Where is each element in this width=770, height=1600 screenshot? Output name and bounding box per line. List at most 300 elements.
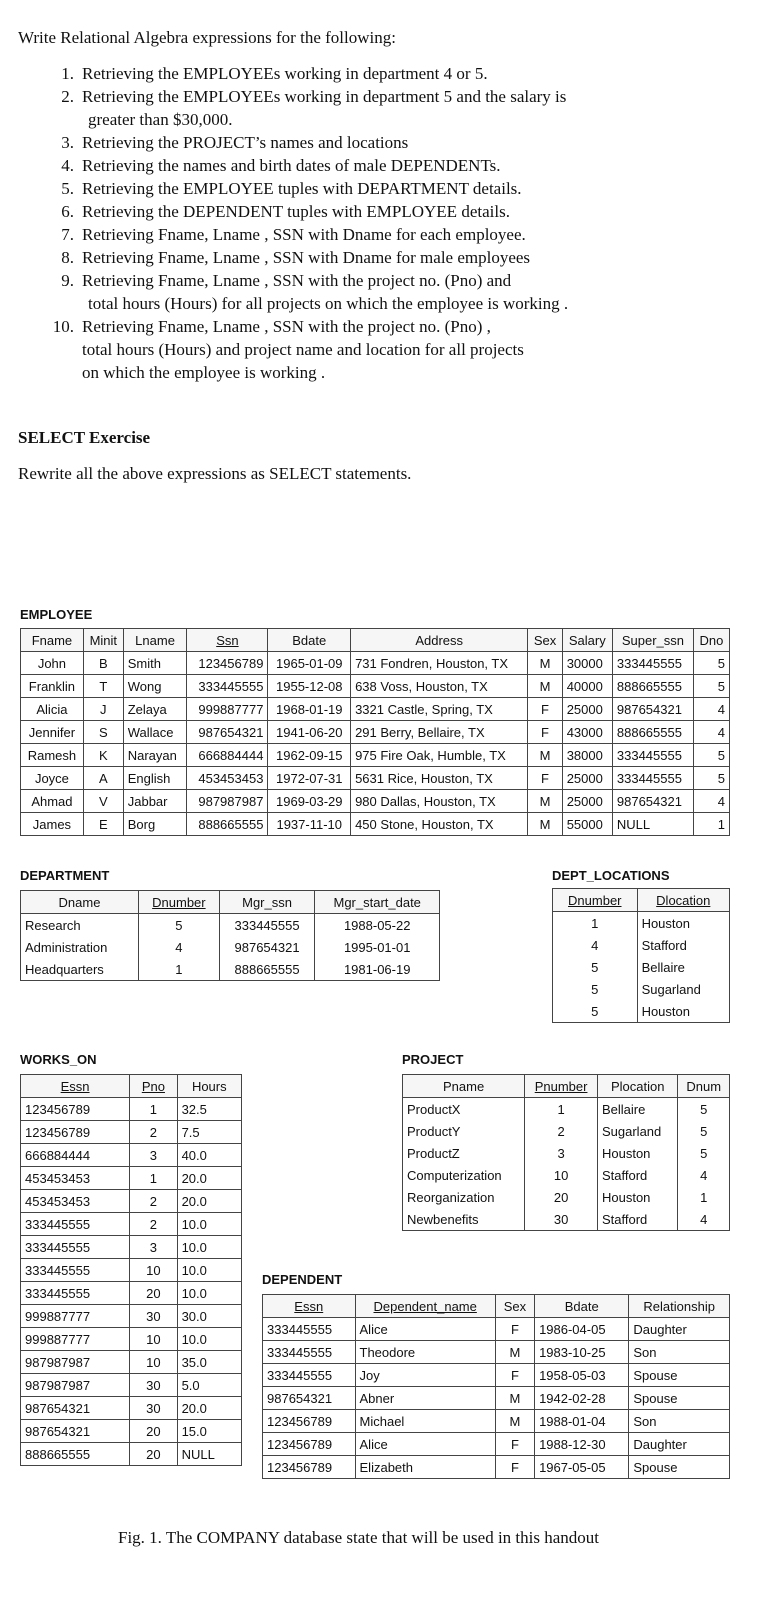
question-item	[18, 177, 758, 200]
table-cell: Research	[21, 914, 139, 937]
table-row	[21, 1305, 242, 1328]
column-header: Pnumber	[525, 1075, 598, 1098]
column-header: Sex	[495, 1295, 534, 1318]
table-cell: 5631 Rice, Houston, TX	[351, 767, 528, 790]
table-row	[263, 1341, 730, 1364]
table-row	[21, 744, 730, 767]
question-text: Retrieving the EMPLOYEEs working in department 4 or 5.	[82, 64, 488, 83]
table-cell: Theodore	[355, 1341, 495, 1364]
table-cell: 123456789	[263, 1410, 356, 1433]
question-number: 5.	[61, 179, 74, 198]
question-number: 10.	[52, 317, 74, 336]
table-row	[553, 978, 730, 1000]
table-cell: 987987987	[187, 790, 268, 813]
table-cell: Sugarland	[637, 978, 729, 1000]
table-cell: K	[83, 744, 123, 767]
table-cell: Abner	[355, 1387, 495, 1410]
table-cell: 987987987	[21, 1351, 130, 1374]
table-cell: 10.0	[177, 1213, 241, 1236]
table-cell: 453453453	[21, 1167, 130, 1190]
table-cell: NULL	[612, 813, 693, 836]
column-header: Dnumber	[553, 889, 638, 912]
question-item	[18, 246, 758, 269]
table-cell: 333445555	[187, 675, 268, 698]
table-cell: 123456789	[263, 1456, 356, 1479]
table-row	[21, 1167, 242, 1190]
table-cell: 888665555	[219, 958, 315, 981]
table-cell: 1	[553, 912, 638, 935]
question-item	[18, 223, 758, 246]
column-header: Sex	[528, 629, 562, 652]
table-row	[263, 1387, 730, 1410]
table-cell: V	[83, 790, 123, 813]
table-cell: 1995-01-01	[315, 936, 440, 958]
table-cell: Bellaire	[597, 1098, 677, 1121]
table-cell: 1969-03-29	[268, 790, 351, 813]
table-cell: 10	[130, 1351, 177, 1374]
question-item	[18, 269, 758, 292]
table-cell: 453453453	[21, 1190, 130, 1213]
question-text: Retrieving Fname, Lname , SSN with the project no. (Pno) ,	[82, 317, 491, 336]
table-cell: 5	[678, 1142, 730, 1164]
question-text: on which the employee is working .	[82, 363, 326, 382]
table-cell: 4	[678, 1164, 730, 1186]
table-cell: S	[83, 721, 123, 744]
question-text: greater than $30,000.	[88, 110, 233, 129]
table-cell: 987654321	[187, 721, 268, 744]
table-cell: 5	[553, 956, 638, 978]
table-cell: Daughter	[629, 1433, 730, 1456]
table-cell: 1	[130, 1167, 177, 1190]
table-cell: Son	[629, 1341, 730, 1364]
question-item-continuation	[18, 108, 758, 131]
table-cell: 888665555	[612, 675, 693, 698]
table-row	[403, 1186, 730, 1208]
question-number: 4.	[61, 156, 74, 175]
table-cell: 987654321	[21, 1420, 130, 1443]
question-number: 1.	[61, 64, 74, 83]
table-cell: A	[83, 767, 123, 790]
column-header: Dlocation	[637, 889, 729, 912]
question-item	[18, 85, 758, 108]
table-cell: 25000	[562, 790, 612, 813]
table-cell: 20	[130, 1443, 177, 1466]
table-cell: 10.0	[177, 1282, 241, 1305]
table-header-row	[21, 1075, 242, 1098]
table-cell: 4	[678, 1208, 730, 1231]
table-cell: 20.0	[177, 1397, 241, 1420]
table-cell: Houston	[637, 912, 729, 935]
works-on-table	[20, 1074, 242, 1466]
table-cell: M	[528, 675, 562, 698]
table-cell: Jabbar	[123, 790, 187, 813]
table-cell: 980 Dallas, Houston, TX	[351, 790, 528, 813]
table-cell: 2	[130, 1121, 177, 1144]
table-cell: Sugarland	[597, 1120, 677, 1142]
table-cell: M	[528, 813, 562, 836]
table-cell: 10	[130, 1328, 177, 1351]
table-cell: 10	[525, 1164, 598, 1186]
table-cell: Headquarters	[21, 958, 139, 981]
table-cell: 1	[139, 958, 220, 981]
table-cell: 4	[553, 934, 638, 956]
table-row	[403, 1098, 730, 1121]
table-header-row	[403, 1075, 730, 1098]
table-cell: 20	[130, 1282, 177, 1305]
table-cell: 20	[130, 1420, 177, 1443]
table-cell: 5	[139, 914, 220, 937]
table-row	[553, 1000, 730, 1023]
table-cell: M	[495, 1341, 534, 1364]
table-cell: 3321 Castle, Spring, TX	[351, 698, 528, 721]
table-cell: 5	[693, 675, 729, 698]
column-header: Essn	[263, 1295, 356, 1318]
table-cell: 40000	[562, 675, 612, 698]
table-cell: 1942-02-28	[535, 1387, 629, 1410]
column-header: Fname	[21, 629, 84, 652]
table-row	[263, 1456, 730, 1479]
column-header: Dependent_name	[355, 1295, 495, 1318]
table-cell: 2	[525, 1120, 598, 1142]
table-cell: 5.0	[177, 1374, 241, 1397]
column-header: Mgr_start_date	[315, 891, 440, 914]
table-header-row	[21, 629, 730, 652]
table-row	[403, 1164, 730, 1186]
table-row	[21, 1121, 242, 1144]
table-row	[21, 813, 730, 836]
table-cell: ProductY	[403, 1120, 525, 1142]
table-row	[21, 1213, 242, 1236]
table-cell: 30	[130, 1397, 177, 1420]
table-cell: 30000	[562, 652, 612, 675]
table-cell: 666884444	[187, 744, 268, 767]
column-header: Dno	[693, 629, 729, 652]
table-cell: 333445555	[21, 1236, 130, 1259]
table-cell: 30.0	[177, 1305, 241, 1328]
table-cell: M	[495, 1410, 534, 1433]
table-cell: Spouse	[629, 1456, 730, 1479]
table-cell: Elizabeth	[355, 1456, 495, 1479]
table-cell: 5	[678, 1120, 730, 1142]
table-cell: 888665555	[187, 813, 268, 836]
column-header: Lname	[123, 629, 187, 652]
question-item	[18, 315, 758, 338]
project-table-title: PROJECT	[402, 1052, 464, 1067]
table-cell: 1	[678, 1186, 730, 1208]
table-cell: F	[495, 1318, 534, 1341]
table-cell: 987987987	[21, 1374, 130, 1397]
table-cell: Michael	[355, 1410, 495, 1433]
question-item-continuation	[18, 361, 758, 384]
table-cell: 3	[525, 1142, 598, 1164]
table-cell: 333445555	[21, 1282, 130, 1305]
table-cell: 4	[693, 698, 729, 721]
table-cell: 40.0	[177, 1144, 241, 1167]
table-cell: 999887777	[187, 698, 268, 721]
table-cell: Alice	[355, 1433, 495, 1456]
table-row	[553, 956, 730, 978]
table-cell: 4	[693, 790, 729, 813]
column-header: Relationship	[629, 1295, 730, 1318]
table-cell: 38000	[562, 744, 612, 767]
table-cell: Ramesh	[21, 744, 84, 767]
table-cell: F	[495, 1364, 534, 1387]
table-cell: M	[495, 1387, 534, 1410]
table-cell: 10.0	[177, 1259, 241, 1282]
table-cell: 333445555	[612, 652, 693, 675]
question-text: total hours (Hours) and project name and location for all projects	[82, 340, 524, 359]
table-row	[21, 790, 730, 813]
table-row	[21, 1328, 242, 1351]
table-cell: 987654321	[612, 790, 693, 813]
table-cell: 1937-11-10	[268, 813, 351, 836]
table-cell: Son	[629, 1410, 730, 1433]
table-row	[21, 698, 730, 721]
instructions-heading: Write Relational Algebra expressions for the following:	[18, 28, 396, 47]
table-row	[21, 721, 730, 744]
table-cell: F	[528, 698, 562, 721]
table-cell: 5	[693, 652, 729, 675]
table-cell: 731 Fondren, Houston, TX	[351, 652, 528, 675]
table-cell: 1	[130, 1098, 177, 1121]
table-cell: 30	[130, 1374, 177, 1397]
table-cell: 43000	[562, 721, 612, 744]
table-cell: 1941-06-20	[268, 721, 351, 744]
table-cell: F	[495, 1456, 534, 1479]
table-cell: English	[123, 767, 187, 790]
table-cell: 1967-05-05	[535, 1456, 629, 1479]
table-cell: 987654321	[219, 936, 315, 958]
table-cell: 1983-10-25	[535, 1341, 629, 1364]
table-row	[21, 675, 730, 698]
table-cell: 450 Stone, Houston, TX	[351, 813, 528, 836]
table-cell: E	[83, 813, 123, 836]
question-text: total hours (Hours) for all projects on which the employee is working .	[88, 294, 569, 313]
table-cell: 5	[693, 767, 729, 790]
table-row	[21, 1259, 242, 1282]
question-item	[18, 200, 758, 223]
column-header: Bdate	[535, 1295, 629, 1318]
table-cell: 20	[525, 1186, 598, 1208]
table-cell: Administration	[21, 936, 139, 958]
table-cell: Ahmad	[21, 790, 84, 813]
table-header-row	[263, 1295, 730, 1318]
table-cell: 32.5	[177, 1098, 241, 1121]
question-number: 2.	[61, 87, 74, 106]
table-cell: Narayan	[123, 744, 187, 767]
table-cell: James	[21, 813, 84, 836]
dependent-table-title: DEPENDENT	[262, 1272, 343, 1287]
table-row	[21, 1236, 242, 1259]
table-cell: Bellaire	[637, 956, 729, 978]
question-number: 3.	[61, 133, 74, 152]
table-cell: Newbenefits	[403, 1208, 525, 1231]
table-cell: 333445555	[219, 914, 315, 937]
department-table	[20, 890, 440, 981]
dept-locations-table-title: DEPT_LOCATIONS	[552, 868, 670, 883]
table-cell: 10	[130, 1259, 177, 1282]
table-cell: 1965-01-09	[268, 652, 351, 675]
table-cell: Computerization	[403, 1164, 525, 1186]
question-number: 9.	[61, 271, 74, 290]
table-cell: 123456789	[21, 1121, 130, 1144]
table-cell: Joyce	[21, 767, 84, 790]
column-header: Bdate	[268, 629, 351, 652]
table-cell: 1972-07-31	[268, 767, 351, 790]
question-text: Retrieving the PROJECT’s names and locations	[82, 133, 409, 152]
table-cell: 1	[525, 1098, 598, 1121]
question-text: Retrieving Fname, Lname , SSN with the project no. (Pno) and	[82, 271, 512, 290]
table-cell: 1968-01-19	[268, 698, 351, 721]
table-cell: 55000	[562, 813, 612, 836]
table-cell: 999887777	[21, 1305, 130, 1328]
table-row	[403, 1120, 730, 1142]
table-row	[403, 1208, 730, 1231]
table-cell: ProductX	[403, 1098, 525, 1121]
table-cell: 123456789	[21, 1098, 130, 1121]
column-header: Super_ssn	[612, 629, 693, 652]
table-row	[553, 934, 730, 956]
table-cell: 333445555	[21, 1213, 130, 1236]
table-row	[21, 767, 730, 790]
question-item-continuation	[18, 338, 758, 361]
table-cell: 888665555	[21, 1443, 130, 1466]
question-number: 7.	[61, 225, 74, 244]
dependent-table	[262, 1294, 730, 1479]
table-cell: 987654321	[263, 1387, 356, 1410]
table-row	[21, 936, 440, 958]
employee-table	[20, 628, 730, 836]
table-cell: 333445555	[612, 767, 693, 790]
column-header: Ssn	[187, 629, 268, 652]
table-cell: M	[528, 652, 562, 675]
table-cell: 333445555	[612, 744, 693, 767]
table-cell: M	[528, 790, 562, 813]
question-number: 6.	[61, 202, 74, 221]
table-cell: 987654321	[612, 698, 693, 721]
question-number: 8.	[61, 248, 74, 267]
table-cell: Houston	[637, 1000, 729, 1023]
table-cell: 1988-01-04	[535, 1410, 629, 1433]
table-row	[263, 1364, 730, 1387]
table-cell: B	[83, 652, 123, 675]
table-cell: 333445555	[21, 1259, 130, 1282]
table-cell: M	[528, 744, 562, 767]
table-cell: Houston	[597, 1186, 677, 1208]
table-cell: J	[83, 698, 123, 721]
table-cell: 7.5	[177, 1121, 241, 1144]
table-cell: 1988-05-22	[315, 914, 440, 937]
table-cell: Jennifer	[21, 721, 84, 744]
table-cell: Spouse	[629, 1364, 730, 1387]
table-cell: Zelaya	[123, 698, 187, 721]
table-row	[21, 958, 440, 981]
figure-caption: Fig. 1. The COMPANY database state that will be used in this handout	[118, 1528, 599, 1547]
table-cell: F	[495, 1433, 534, 1456]
table-cell: 10.0	[177, 1236, 241, 1259]
table-cell: Stafford	[637, 934, 729, 956]
table-cell: 123456789	[187, 652, 268, 675]
table-cell: Daughter	[629, 1318, 730, 1341]
table-cell: 333445555	[263, 1364, 356, 1387]
table-cell: 5	[678, 1098, 730, 1121]
employee-table-title: EMPLOYEE	[20, 607, 93, 622]
table-cell: 1988-12-30	[535, 1433, 629, 1456]
table-cell: 888665555	[612, 721, 693, 744]
table-row	[21, 1420, 242, 1443]
table-cell: Franklin	[21, 675, 84, 698]
table-cell: 5	[553, 1000, 638, 1023]
table-row	[21, 914, 440, 937]
table-cell: Alicia	[21, 698, 84, 721]
question-text: Retrieving the EMPLOYEE tuples with DEPARTMENT details.	[82, 179, 522, 198]
question-item-continuation	[18, 292, 758, 315]
table-cell: Stafford	[597, 1208, 677, 1231]
table-cell: 15.0	[177, 1420, 241, 1443]
table-cell: 4	[139, 936, 220, 958]
table-cell: 30	[525, 1208, 598, 1231]
table-row	[21, 1374, 242, 1397]
table-row	[21, 1282, 242, 1305]
question-text: Retrieving the names and birth dates of male DEPENDENTs.	[82, 156, 501, 175]
table-cell: 291 Berry, Bellaire, TX	[351, 721, 528, 744]
works-on-table-title: WORKS_ON	[20, 1052, 97, 1067]
table-cell: 10.0	[177, 1328, 241, 1351]
table-cell: 25000	[562, 767, 612, 790]
column-header: Dnum	[678, 1075, 730, 1098]
table-row	[21, 1144, 242, 1167]
table-cell: 3	[130, 1144, 177, 1167]
table-cell: Alice	[355, 1318, 495, 1341]
table-cell: 666884444	[21, 1144, 130, 1167]
table-cell: 987654321	[21, 1397, 130, 1420]
table-cell: 1958-05-03	[535, 1364, 629, 1387]
table-header-row	[21, 891, 440, 914]
table-row	[21, 1397, 242, 1420]
column-header: Salary	[562, 629, 612, 652]
table-cell: 2	[130, 1213, 177, 1236]
question-item	[18, 131, 758, 154]
table-cell: Joy	[355, 1364, 495, 1387]
table-row	[263, 1410, 730, 1433]
column-header: Dname	[21, 891, 139, 914]
table-cell: 975 Fire Oak, Humble, TX	[351, 744, 528, 767]
table-cell: 999887777	[21, 1328, 130, 1351]
column-header: Hours	[177, 1075, 241, 1098]
table-row	[403, 1142, 730, 1164]
table-cell: T	[83, 675, 123, 698]
table-cell: 2	[130, 1190, 177, 1213]
question-text: Retrieving Fname, Lname , SSN with Dname for each employee.	[82, 225, 526, 244]
table-cell: 1	[693, 813, 729, 836]
table-cell: NULL	[177, 1443, 241, 1466]
question-item	[18, 62, 758, 85]
table-cell: 20.0	[177, 1167, 241, 1190]
table-row	[21, 652, 730, 675]
question-item	[18, 154, 758, 177]
table-cell: 5	[553, 978, 638, 1000]
table-row	[263, 1318, 730, 1341]
table-cell: 453453453	[187, 767, 268, 790]
table-row	[21, 1098, 242, 1121]
select-exercise-heading: SELECT Exercise	[18, 428, 151, 447]
select-exercise-text: Rewrite all the above expressions as SELECT statements.	[18, 464, 412, 483]
table-cell: Spouse	[629, 1387, 730, 1410]
department-table-title: DEPARTMENT	[20, 868, 110, 883]
table-cell: Reorganization	[403, 1186, 525, 1208]
column-header: Pname	[403, 1075, 525, 1098]
table-cell: 25000	[562, 698, 612, 721]
